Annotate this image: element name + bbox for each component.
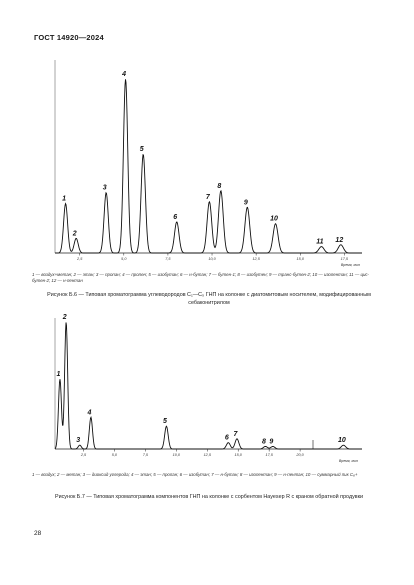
b6-peak-label: 7 <box>205 193 210 201</box>
b7-peak-label: 2 <box>62 314 67 321</box>
b7-peak-label: 3 <box>76 437 81 445</box>
b7-ticks <box>80 449 305 457</box>
chromatogram-b6 <box>55 60 362 267</box>
b7-tick-label: 15,0 <box>234 453 242 457</box>
b7-peak-label: 6 <box>224 434 229 442</box>
b7-peak-label: 7 <box>233 430 238 438</box>
b7-legend: 1 — воздух; 2 — метан; 3 — диоксид углерода; 4 — этан; 5 — пропан; 6 — изобутан; 7 — н-бутан; 8 — изопентан; 9 — н-пентан; 10 — суммарный пик C₆+ <box>32 472 358 477</box>
b6-peak-label: 3 <box>102 184 107 192</box>
b6-peak-label: 12 <box>335 236 344 244</box>
b7-peak-label: 10 <box>338 437 346 445</box>
b7-peak-label: 5 <box>162 418 167 426</box>
b7-peak-label: 1 <box>56 371 61 379</box>
b6-tick-label: 10,0 <box>208 257 216 261</box>
b6-tick-label: 7,5 <box>165 257 171 261</box>
b6-caption: Рисунок Б.6 — Типовая хроматограмма углеводородов C₁—C₅ ГНП на колонке с диатомитовым носителем, модифицированным себаконитрилом <box>47 292 371 306</box>
chromatogram-b7 <box>55 314 362 463</box>
b7-tick-label: 17,5 <box>265 453 273 457</box>
b6-peak-label: 4 <box>122 71 127 79</box>
b6-axis-unit: Время, мин <box>340 263 360 267</box>
b6-peak-label: 2 <box>72 230 77 238</box>
b7-trace <box>55 323 362 450</box>
b6-tick-label: 12,5 <box>252 257 260 261</box>
b7-tick-label: 5,0 <box>111 453 118 457</box>
b7-peak-label: 9 <box>269 438 274 446</box>
b6-tick-label: 15,0 <box>296 257 304 261</box>
b7-peak-labels <box>56 314 345 445</box>
b6-ticks <box>76 253 349 261</box>
b7-tick-label: 12,5 <box>203 453 211 457</box>
b7-axis-unit: Время, мин <box>338 459 358 463</box>
b6-tick-label: 5,0 <box>121 257 127 261</box>
b7-tick-label: 20,0 <box>296 453 304 457</box>
b6-legend: 1 — воздух+метан; 2 — этан; 3 — пропан; 4 — пропен; 5 — изобутан; 6 — н-бутан; 7 — бутен-1; 8 — изобутен; 9 — транс-бутен-2; 10 — изопентан; 11 — цис-бутен-2; 12 — н-пентан <box>32 272 370 283</box>
b7-peak-label: 8 <box>261 438 266 446</box>
b6-peak-label: 1 <box>62 195 67 203</box>
b7-caption: Рисунок Б.7 — Типовая хроматограмма компонентов ГНП на колонке с сорбентом Hayesep R с краном обратной продувки <box>54 494 364 500</box>
b7-tick-label: 2,5 <box>80 453 87 457</box>
standard-header: ГОСТ 14920—2024 <box>34 33 104 42</box>
b7-tick-label: 10,0 <box>172 453 181 457</box>
b6-peak-label: 10 <box>270 215 278 223</box>
b6-peak-label: 5 <box>139 146 144 154</box>
b6-trace <box>55 79 362 253</box>
page-number: 28 <box>34 530 42 537</box>
b6-tick-label: 2,5 <box>77 257 83 261</box>
b6-tick-label: 17,5 <box>340 257 349 261</box>
b6-peak-label: 11 <box>316 238 324 246</box>
b7-tick-label: 7,5 <box>142 453 149 457</box>
b7-peak-label: 4 <box>87 409 92 417</box>
b6-peak-label: 6 <box>173 213 178 221</box>
b6-peak-label: 9 <box>243 199 248 207</box>
b6-peak-label: 8 <box>217 182 222 190</box>
